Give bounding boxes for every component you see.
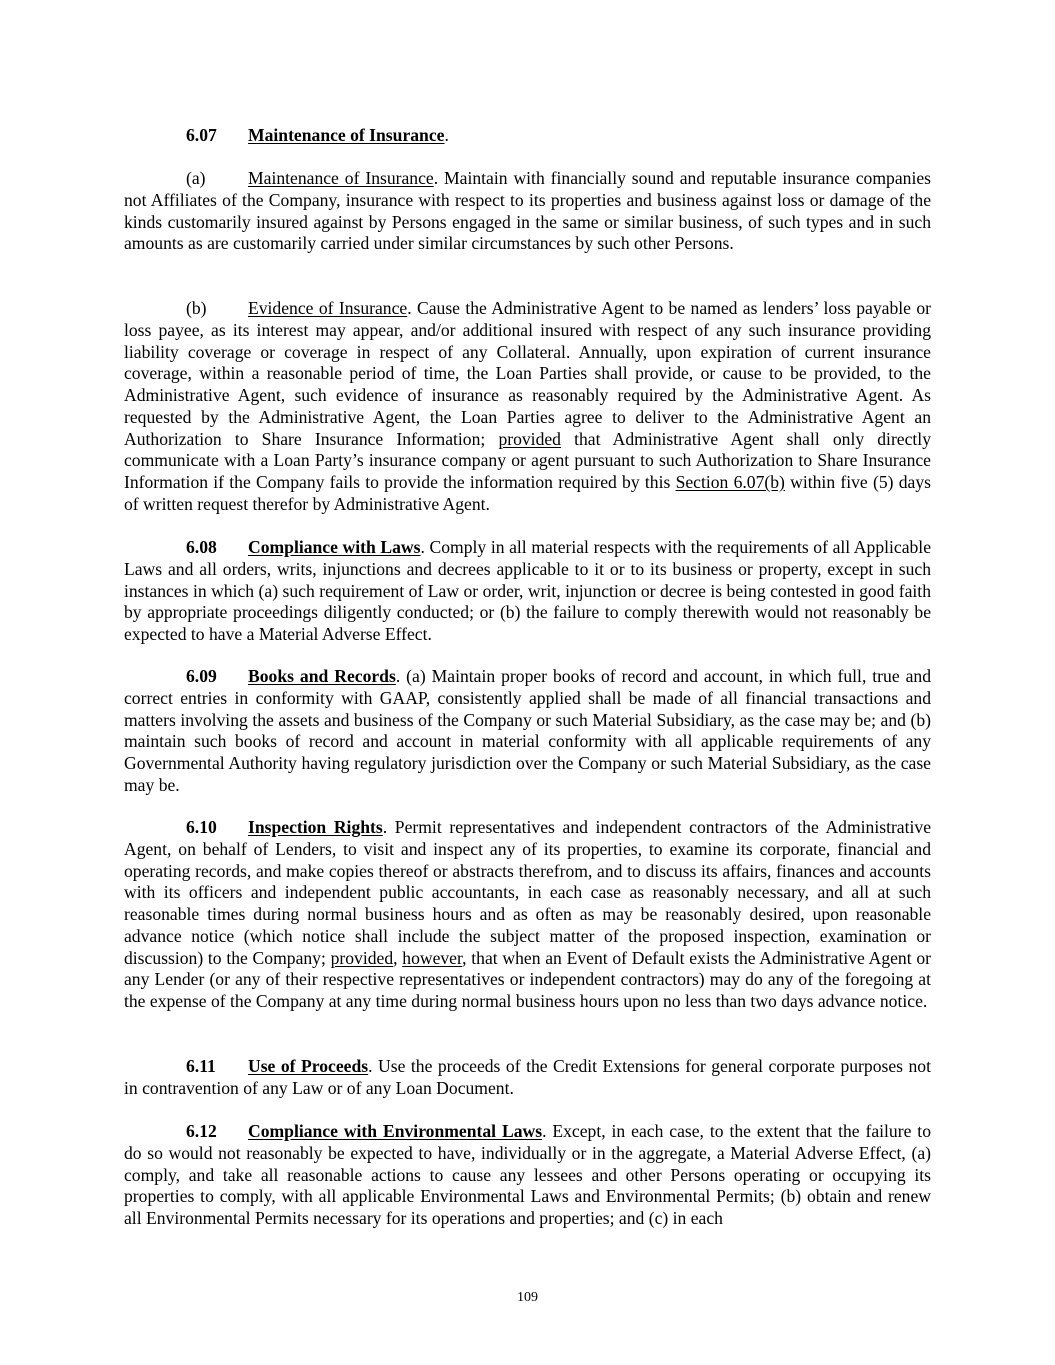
provided-term: provided: [498, 428, 561, 449]
section-6-07-b: (b) Evidence of Insurance. Cause the Administrative Agent to be named as lenders’ loss payable or loss payee, as its interest may appear, and/or additional insured with respect of any such insurance providing liability coverage or coverage in respect of any Collateral. Annually, upon expiration of current insurance coverage, within a reasonable period of time, the Loan Parties shall provide, or cause to be provided, to the Administrative Agent, such evidence of insurance as reasonably required by the Administrative Agent. As requested by the Administrative Agent, the Loan Parties agree to deliver to the Administrative Agent an Authorization to Share Insurance Information; provided that Administrative Agent shall only directly communicate with a Loan Party’s insurance company or agent pursuant to such Authorization to Share Insurance Information if the Company fails to provide the information required by this Section 6.07(b) within five (5) days of written request therefor by Administrative Agent.: [124, 298, 931, 514]
section-6-07-a: [124, 168, 931, 255]
section-number: 6.09: [186, 666, 217, 686]
section-6-08: [124, 537, 931, 646]
section-6-11: [124, 1056, 931, 1100]
section-text: . Comply in all material respects with the requirements of all Applicable Laws and all orders, writs, injunctions and decrees applicable to it or to its business or property, except in such instances in which (a) such requirement of Law or order, writ, injunction or decree is being contested in good faith by appropriate proceedings diligently conducted; or (b) the failure to comply therewith would not reasonably be expected to have a Material Adverse Effect.: [124, 537, 931, 644]
section-6-07-heading: 6.07 Maintenance of Insurance.: [186, 125, 449, 145]
section-text: . (a) Maintain proper books of record and account, in which full, true and correct entries in conformity with GAAP, consistently applied shall be made of all financial transactions and matters involving the assets and business of the Company or such Material Subsidiary, as the case may be; and (b) maintain such books of record and account in material conformity with all applicable requirements of any Governmental Authority having regulatory jurisdiction over the Company or such Material Subsidiary, as the case may be.: [124, 666, 932, 795]
section-6-09: [124, 666, 931, 797]
clause-label: (a): [186, 168, 206, 188]
section-number: 6.07: [186, 125, 217, 145]
clause-text: . Maintain with financially sound and reputable insurance companies not Affiliates of the Company, insurance with respect to its properties and business against loss or damage of the kinds customarily insured against by Persons engaged in the same or similar business, of such types and in such amounts as are customarily carried under similar circumstances by such other Persons.: [124, 168, 931, 254]
however-term: however: [402, 947, 463, 968]
section-6-10: 6.10 Inspection Rights. Permit representatives and independent contractors of the Administrative Agent, on behalf of Lenders, to visit and inspect any of its properties, to examine its corporate, financial and operating records, and make copies thereof or abstracts therefrom, and to discuss its affairs, finances and accounts with its officers and independent public accountants, in each case as reasonably necessary, and all at such reasonable times during normal business hours and as often as may be reasonably desired, upon reasonable advance notice (which notice shall include the subject matter of the proposed inspection, examination or discussion) to the Company; provided, however, that when an Event of Default exists the Administrative Agent or any Lender (or any of their respective representatives or independent contractors) may do any of the foregoing at the expense of the Company at any time during normal business hours upon no less than two days advance notice.: [124, 817, 932, 1011]
section-number: 6.12: [186, 1121, 217, 1141]
clause-label: (b): [186, 298, 207, 318]
section-6-12: [124, 1121, 931, 1230]
clause-title: Maintenance of Insurance: [248, 168, 434, 188]
section-title: Maintenance of Insurance: [248, 125, 445, 145]
section-title: Use of Proceeds: [248, 1056, 369, 1076]
section-text: . Use the proceeds of the Credit Extensions for general corporate purposes not in contravention of any Law or of any Loan Document.: [124, 1056, 931, 1098]
provided-term: provided: [330, 947, 394, 968]
section-title: Books and Records: [248, 666, 396, 686]
section-number: 6.08: [186, 537, 217, 557]
section-title: Compliance with Environmental Laws: [248, 1121, 543, 1141]
section-number: 6.10: [186, 817, 217, 837]
page-number: 109: [517, 1290, 538, 1305]
section-reference: Section 6.07(b): [675, 472, 785, 492]
section-title: Compliance with Laws: [248, 537, 421, 557]
section-text: . Except, in each case, to the extent that the failure to do so would not reasonably be expected to have, individually or in the aggregate, a Material Adverse Effect, (a) comply, and take all reasonable actions to cause any lessees and other Persons operating or occupying its properties to comply, with all applicable Environmental Laws and Environmental Permits; (b) obtain and renew all Environmental Permits necessary for its operations and properties; and (c) in each: [124, 1121, 931, 1228]
clause-title: Evidence of Insurance: [248, 298, 408, 318]
section-title: Inspection Rights: [248, 817, 383, 837]
section-number: 6.11: [186, 1056, 216, 1076]
